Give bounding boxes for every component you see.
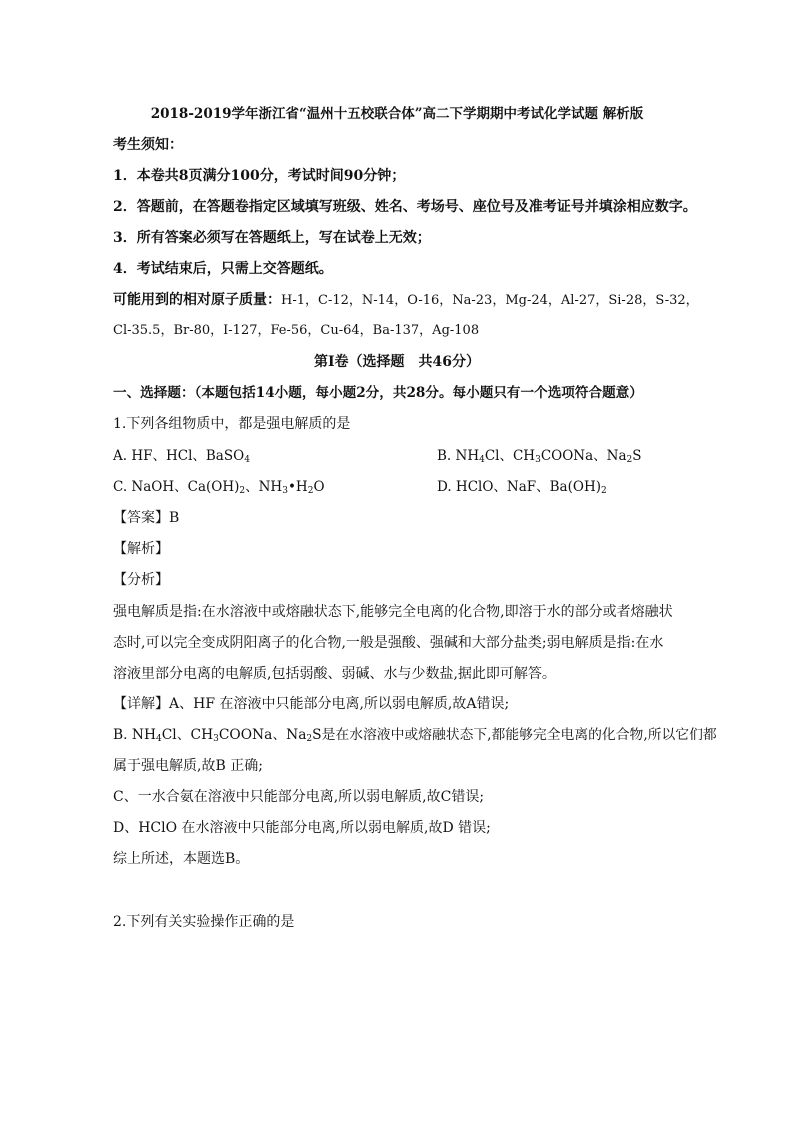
question-1-option-a: A. HF、HCl、BaSO$_4$ [113, 448, 250, 465]
question-1-stem: 1.下列各组物质中，都是强电解质的是 [113, 416, 351, 432]
fenxi-paragraph [113, 597, 685, 690]
summary: 综上所述，本题选B。 [113, 851, 250, 867]
fenxi-label: 【分析】 [113, 572, 169, 588]
question-1-option-d: D. HClO、NaF、$Ba(OH)_2$ [437, 479, 607, 496]
atomic-mass-values-1: H-1，C-12，N-14，O-16，Na-23，Mg-24，Al-27，Si-28，S-32， [281, 293, 699, 308]
question-1-option-c: C. NaOH、$Ca(OH)_2$、$NH_3•H_2O$ [113, 479, 325, 496]
atomic-mass-line-1: 可能用到的相对原子质量：H-1，C-12，N-14，O-16，Na-23，Mg-24，Al-27，Si-28，S-32， [113, 292, 699, 308]
question-2-stem: 2.下列有关实验操作正确的是 [113, 914, 295, 930]
analysis-label: 【解析】 [113, 541, 169, 557]
fenxi-line-2: 态时,可以完全变成阴阳离子的化合物,一般是强酸、强碱和大部分盐类;弱电解质是指:在水 [113, 635, 664, 651]
notice-heading: 考生须知： [113, 137, 183, 153]
detail-a: 【详解】A、HF 在溶液中只能部分电离,所以弱电解质,故A错误; [113, 696, 510, 712]
notice-item-2: 2．答题前，在答题卷指定区域填写班级、姓名、考场号、座位号及准考证号并填涂相应数字。 [113, 199, 697, 215]
section-title: 第Ⅰ卷（选择题 共46分） [313, 354, 481, 370]
detail-d: D、HClO 在水溶液中只能部分电离,所以弱电解质,故D 错误; [113, 820, 491, 836]
detail-b: B. $NH_4Cl$、$CH_3COONa$、$Na_2S$是在水溶液中或熔融状态下,都能够完全电离的化合物,所以它们都 [113, 727, 717, 744]
detail-b-continued: 属于强电解质,故B 正确; [113, 758, 263, 774]
question-1-option-b: B. $NH_4Cl$、$CH_3COONa$、$Na_2S$ [437, 448, 642, 465]
notice-item-4: 4．考试结束后，只需上交答题纸。 [113, 261, 333, 277]
notice-item-1: 1．本卷共8页满分100分，考试时间90分钟； [113, 168, 406, 184]
document-title: 2018-2019学年浙江省“温州十五校联合体”高二下学期期中考试化学试题 解析版 [150, 106, 644, 122]
part1-heading: 一、选择题：（本题包括14小题，每小题2分，共28分。每小题只有一个选项符合题意） [113, 385, 643, 401]
question-1-answer: 【答案】B [113, 510, 180, 526]
fenxi-line-1: 强电解质是指:在水溶液中或熔融状态下,能够完全电离的化合物,即溶于水的部分或者熔融状 [113, 604, 673, 620]
atomic-mass-line-2: Cl-35.5，Br-80，I-127，Fe-56，Cu-64，Ba-137，Ag-108 [113, 323, 480, 338]
notice-item-3: 3．所有答案必须写在答题纸上，写在试卷上无效； [113, 230, 431, 246]
fenxi-line-3: 溶液里部分电离的电解质,包括弱酸、弱碱、水与少数盐,据此即可解答。 [113, 666, 556, 682]
detail-c: C、一水合氨在溶液中只能部分电离,所以弱电解质,故C错误; [113, 789, 485, 805]
